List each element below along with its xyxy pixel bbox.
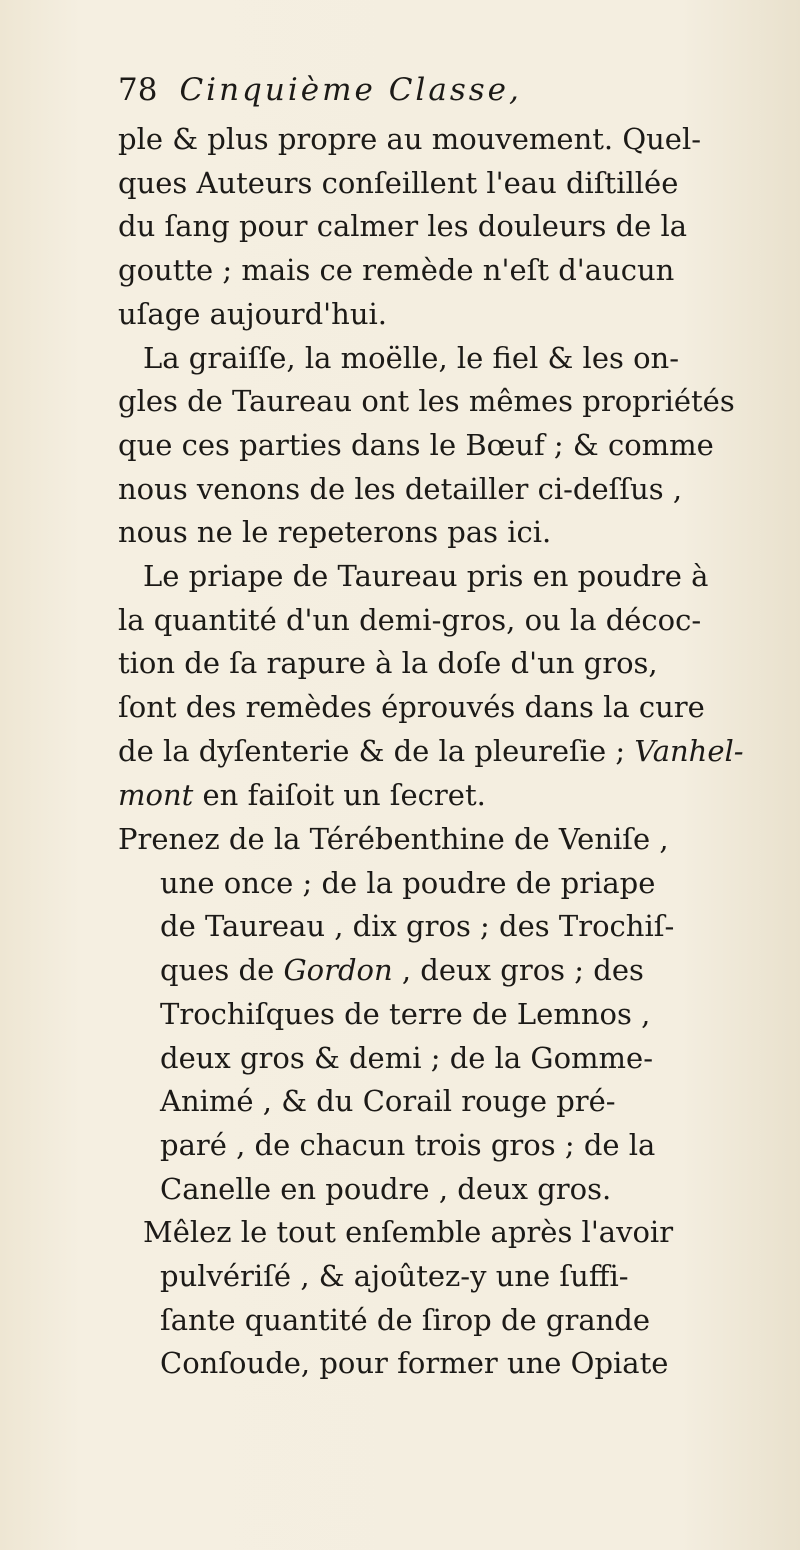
text-segment: ques de (160, 953, 284, 988)
recipe-line: de Taureau , dix gros ; des Trochiſ- (160, 909, 675, 944)
running-header (118, 72, 758, 108)
text-segment: en faiſoit un ſecret. (193, 777, 486, 812)
recipe-line: Canelle en poudre , deux gros. (160, 1171, 612, 1206)
text-segment: de la dyſenterie & de la pleureſie ; (118, 733, 626, 768)
running-title: Cinquième Classe, (179, 72, 522, 108)
recipe-line: ſante quantité de ſirop de grande (160, 1302, 651, 1337)
text-line: tion de ſa rapure à la doſe d'un gros, (118, 646, 658, 681)
recipe-line: Mêlez le tout enſemble après l'avoir (143, 1215, 674, 1250)
recipe-line: Conſoude, pour former une Opiate (160, 1346, 669, 1381)
text-line: nous ne le repeterons pas ici. (118, 515, 552, 550)
text-line: nous venons de les detailler ci-deſſus , (118, 471, 683, 506)
text-line: ple & plus propre au mouvement. Quel- (118, 122, 702, 156)
recipe-line: Trochiſques de terre de Lemnos , (160, 996, 651, 1031)
recipe-line: deux gros & demi ; de la Gomme- (160, 1040, 654, 1075)
text-line: la quantité d'un demi-gros, ou la décoc- (118, 602, 702, 637)
text-line: Le priape de Taureau pris en poudre à (143, 559, 709, 594)
author-name: Gordon (283, 953, 393, 988)
recipe-line (118, 949, 768, 993)
text-line: ques Auteurs conſeillent l'eau diſtillée (118, 165, 679, 200)
text-line: ſont des remèdes éprouvés dans la cure (118, 690, 705, 725)
text-line: du ſang pour calmer les douleurs de la (118, 209, 688, 244)
recipe-line: paré , de chacun trois gros ; de la (160, 1127, 656, 1162)
recipe-line: pulvériſé , & ajoûtez-y une ſuffi- (160, 1259, 629, 1294)
recipe-line: Prenez de la Térébenthine de Veniſe , (118, 822, 669, 856)
recipe-block (118, 818, 768, 1386)
author-name: mont (118, 777, 194, 812)
recipe-line: Animé , & du Corail rouge pré- (160, 1084, 616, 1119)
text-line (118, 730, 768, 774)
author-name: Vanhel- (634, 733, 744, 768)
main-text (118, 118, 768, 817)
text-line: que ces parties dans le Bœuf ; & comme (118, 427, 714, 462)
recipe-line: une once ; de la poudre de priape (160, 865, 656, 900)
text-line: gles de Taureau ont les mêmes propriétés (118, 384, 735, 419)
text-line (118, 774, 768, 818)
page-number: 78 (118, 72, 158, 108)
text-line: uſage aujourd'hui. (118, 296, 387, 331)
text-line: goutte ; mais ce remède n'eſt d'aucun (118, 253, 675, 288)
text-line: La graiſſe, la moëlle, le fiel & les on- (143, 340, 680, 375)
text-segment: , deux gros ; des (392, 953, 644, 988)
